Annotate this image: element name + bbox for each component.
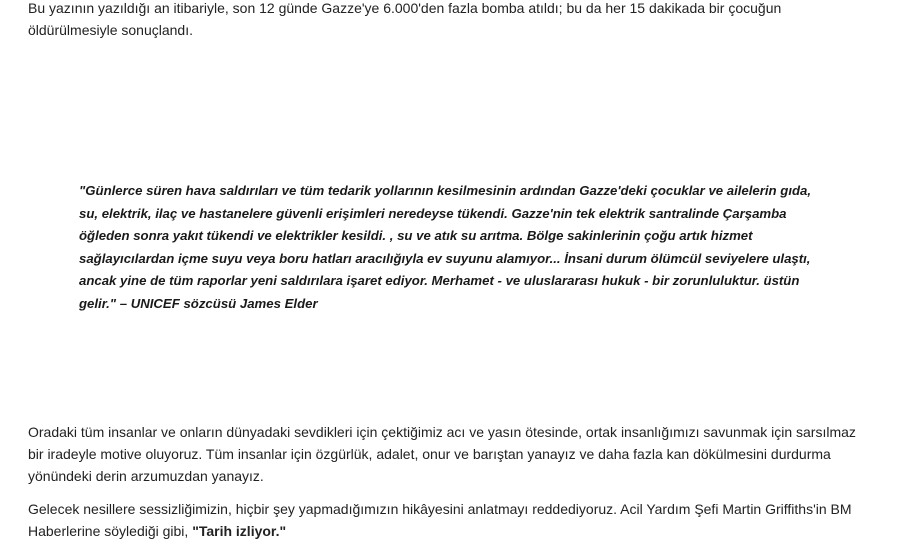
unicef-quote: "Günlerce süren hava saldırıları ve tüm tedarik yollarının kesilmesinin ardından Gazze'deki çocuklar ve ailelerin gıda, su, elektrik, ilaç ve hastanelere güvenli erişimleri neredeyse tükendi. Gazze'nin tek elektrik santralinde Çarşamba öğleden sonra yakıt tükendi ve elektrikler kesildi. , su ve atık su arıtma. Bölge sakinlerinin çoğu artık hizmet sağlayıcılardan içme suyu veya boru hatları aracılığıyla ev suyunu alamıyor... İnsani durum ölümcül seviyelere ulaştı, ancak yine de tüm raporlar yeni saldırılara işaret ediyor. Merhamet - ve uluslararası hukuk - bir zorunluluktur. üstün gelir." – UNICEF sözcüsü James Elder [79,183,812,311]
intro-paragraph: Bu yazının yazıldığı an itibariyle, son 12 günde Gazze'ye 6.000'den fazla bomba atıldı; bu da her 15 dakikada bir çocuğun öldürülmesiyle sonuçlandı. [28,0,782,38]
body-paragraph-1: Oradaki tüm insanlar ve onların dünyadaki sevdikleri için çektiğimiz acı ve yasın ötesinde, ortak insanlığımızı savunmak için sarsılmaz bir iradeyle motive oluyoruz. Tüm insanlar için özgürlük, adalet, onur ve barıştan yanayız ve daha fazla kan dökülmesini durdurma yönündeki derin arzumuzdan yanayız. [28,424,856,484]
history-watching-emphasis: "Tarih izliyor." [192,523,287,539]
body-paragraph-2 [28,498,858,542]
body-paragraph-2-text: Gelecek nesillere sessizliğimizin, hiçbir şey yapmadığımızın hikâyesini anlatmayı reddediyoruz. Acil Yardım Şefi Martin Griffiths'in BM Haberlerine söylediği gibi, [28,501,852,539]
